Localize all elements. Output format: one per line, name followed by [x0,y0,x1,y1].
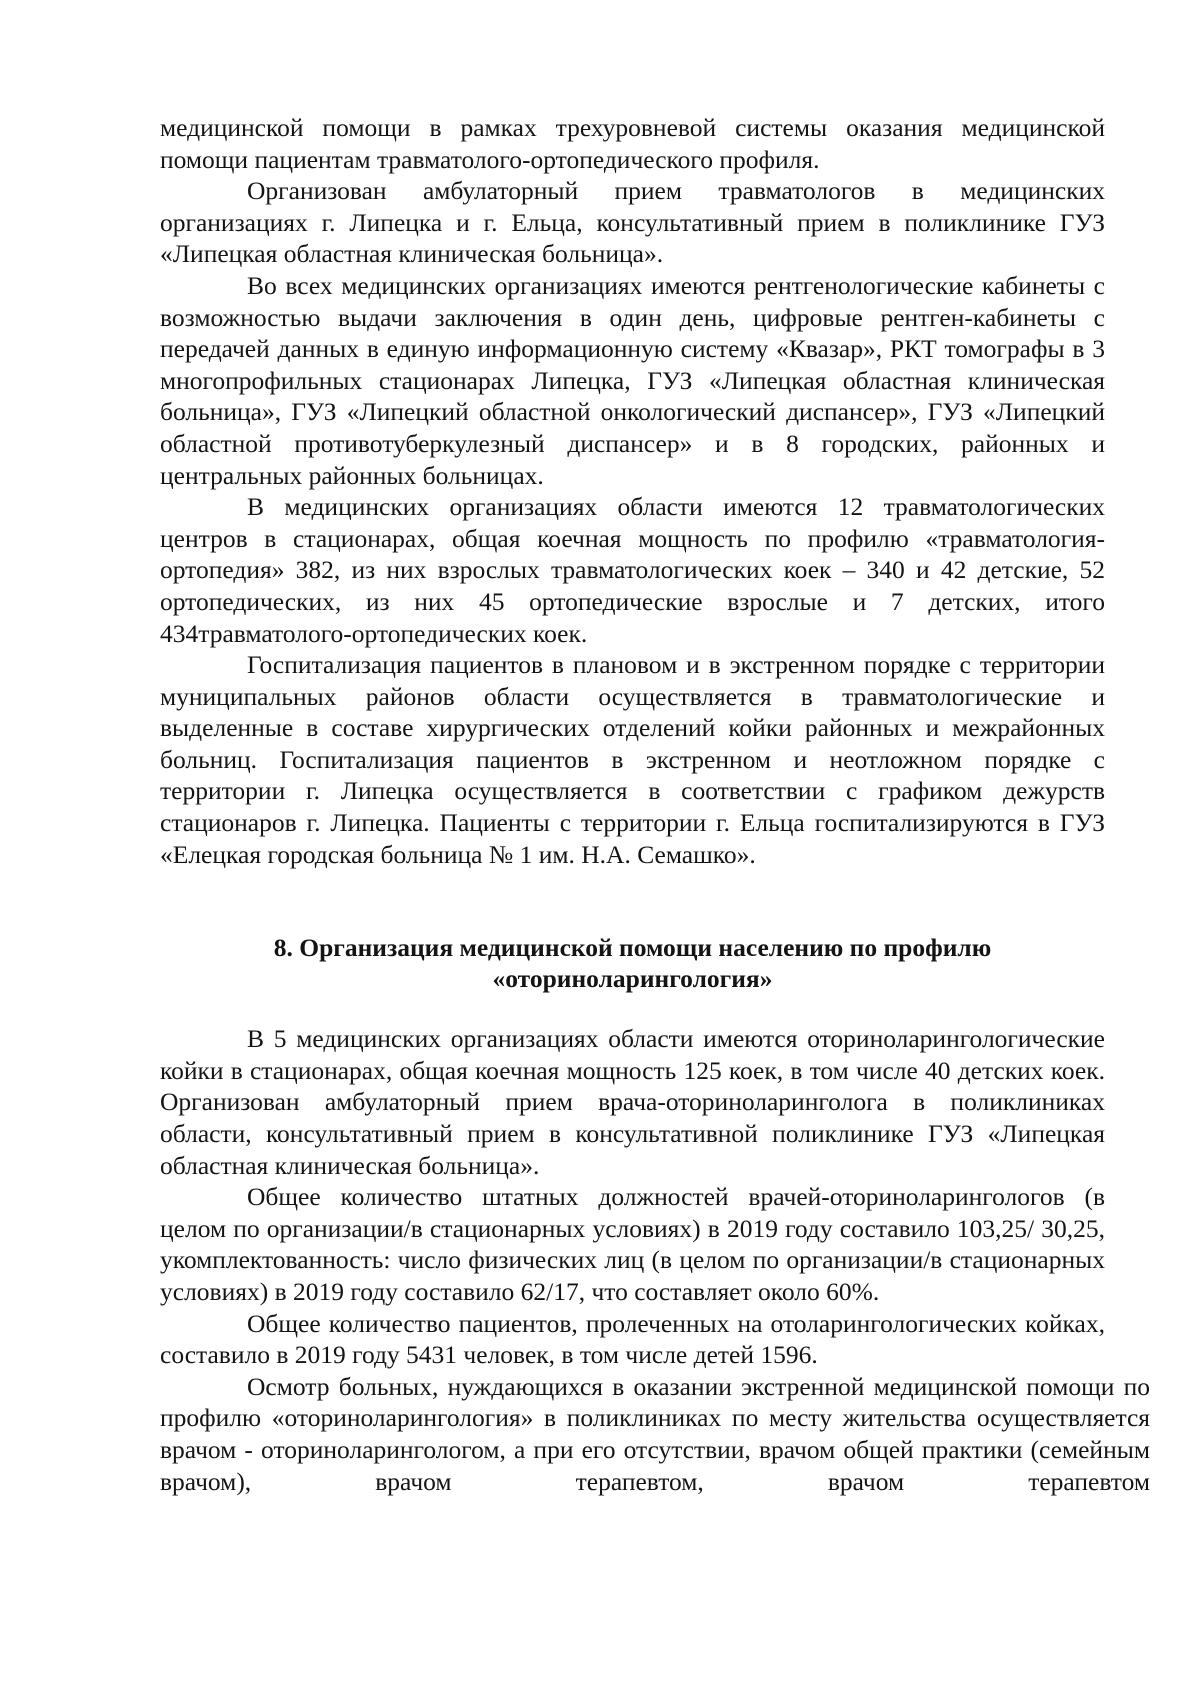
paragraph-trauma-centers: В медицинских организациях области имеются 12 травматологических центров в стационарах, общая коечная мощность по профилю «травматология-ортопедия» 382, из них взрослых травматологических коек – 340 и 42 детские, 52 ортопедических, из них 45 ортопедические взрослые и 7 детских, итого 434травматолого-ортопедических коек. [160,492,1105,648]
paragraph-ent-beds: В 5 медицинских организациях области имеются оториноларингологические койки в стационарах, общая коечная мощность 125 коек, в том числе 40 детских коек. Организован амбулаторный прием врача-оториноларинголога в поликлиниках области, консультативный прием в консультативной поликлинике ГУЗ «Липецкая областная клиническая больница». [160,1024,1105,1180]
section-heading-line1: 8. Организация медицинской помощи населению по профилю [273,933,992,963]
paragraph-ent-patients: Общее количество пациентов, пролеченных на отоларингологических койках, составило в 2019 году 5431 человек, в том числе детей 1596. [160,1308,1105,1370]
paragraph-ent-examination: Осмотр больных, нуждающихся в оказании экстренной медицинской помощи по профилю «оториноларингология» в поликлиниках по месту жительства осуществляется врачом - оториноларингологом, а при его отсутствии, врачом общей практики (семейным врачом), врачом терапевтом, врачом терапевтом [160,1371,1150,1496]
paragraph-radiology: Во всех медицинских организациях имеются рентгенологические кабинеты с возможностью выдачи заключения в один день, цифровые рентген-кабинеты с передачей данных в единую информационную систему «Квазар», РКТ томографы в 3 многопрофильных стационарах Липецка, ГУЗ «Липецкая областная клиническая больница», ГУЗ «Липецкий областной онкологический диспансер», ГУЗ «Липецкий областной противотуберкулезный диспансер» и в 8 городских, районных и центральных районных больницах. [160,270,1105,490]
paragraph-ent-staffing: Общее количество штатных должностей врачей-оториноларингологов (в целом по организации/в стационарных условиях) в 2019 году составило 103,25/ 30,25, укомплектованность: число физических лиц (в целом по организации/в стационарных условиях) в 2019 году составило 62/17, что составляет около 60%. [160,1182,1105,1306]
paragraph-outpatient-reception: Организован амбулаторный прием травматологов в медицинских организациях г. Липецка и г. Ельца, консультативный прием в поликлинике ГУЗ «Липецкая областная клиническая больница». [160,176,1105,269]
section-heading-line2: «оториноларингология» [492,964,773,994]
document-page [160,112,1150,1497]
paragraph-continuation: медицинской помощи в рамках трехуровневой системы оказания медицинской помощи пациентам травматолого-ортопедического профиля. [160,113,1105,174]
paragraph-hospitalization: Госпитализация пациентов в плановом и в экстренном порядке с территории муниципальных районов области осуществляется в травматологические и выделенные в составе хирургических отделений койки районных и межрайонных больниц. Госпитализация пациентов в экстренном и неотложном порядке с территории г. Липецка осуществляется в соответствии с графиком дежурств стационаров г. Липецка. Пациенты с территории г. Ельца госпитализируются в ГУЗ «Елецкая городская больница № 1 им. Н.А. Семашко». [160,650,1105,869]
section-heading [160,932,1105,994]
